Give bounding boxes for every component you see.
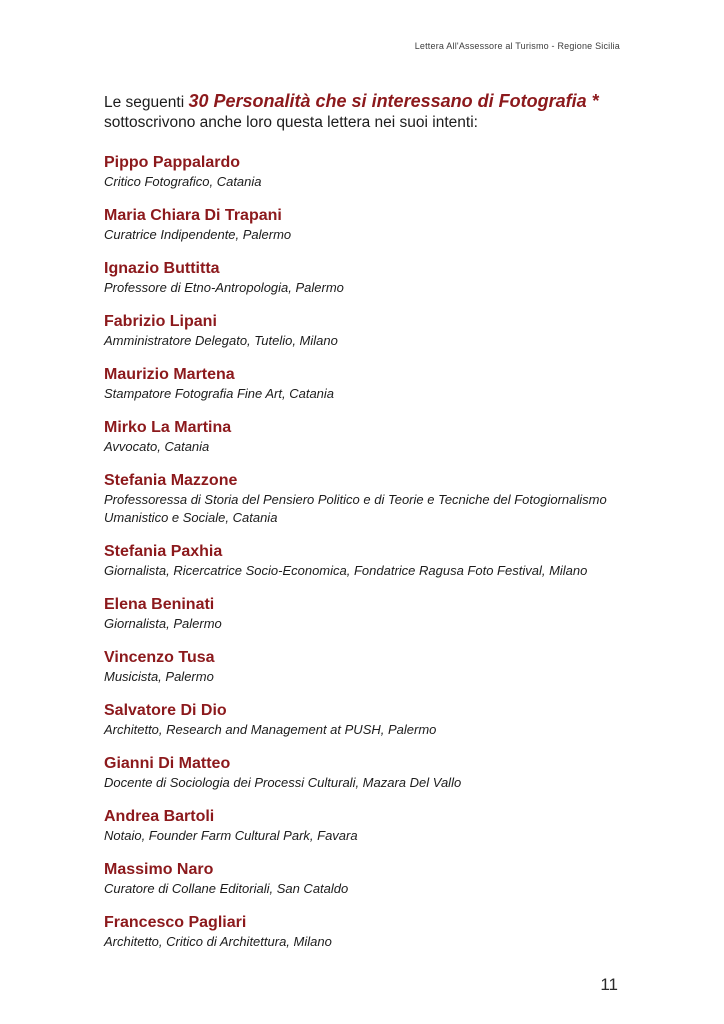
signatory-name: Stefania Mazzone xyxy=(104,472,238,489)
list-item xyxy=(104,860,622,898)
signatory-name: Pippo Pappalardo xyxy=(104,154,241,171)
list-item xyxy=(104,153,622,191)
signatory-role: Musicista, Palermo xyxy=(104,669,214,684)
signatory-name: Elena Beninati xyxy=(104,596,215,613)
list-item xyxy=(104,807,622,845)
page-content xyxy=(104,91,622,966)
signatory-role: Stampatore Fotografia Fine Art, Catania xyxy=(104,386,335,401)
list-item xyxy=(104,312,622,350)
signatory-name: Gianni Di Matteo xyxy=(104,755,231,772)
signatory-name: Vincenzo Tusa xyxy=(104,649,215,666)
list-item xyxy=(104,542,622,580)
signatory-role: Architetto, Critico di Architettura, Milano xyxy=(104,934,332,949)
signatory-role: Amministratore Delegato, Tutelio, Milano xyxy=(104,333,338,348)
signatory-name: Mirko La Martina xyxy=(104,419,232,436)
intro-paragraph xyxy=(104,91,622,133)
running-header: Lettera All'Assessore al Turismo - Regione Sicilia xyxy=(414,41,620,51)
list-item xyxy=(104,418,622,456)
signatory-name: Ignazio Buttitta xyxy=(104,260,220,277)
list-item xyxy=(104,259,622,297)
list-item xyxy=(104,595,622,633)
signatory-name: Francesco Pagliari xyxy=(104,914,247,931)
page-number: 11 xyxy=(600,975,618,994)
signatory-name: Fabrizio Lipani xyxy=(104,313,217,330)
signatory-name: Maria Chiara Di Trapani xyxy=(104,207,282,224)
signatory-role: Critico Fotografico, Catania xyxy=(104,174,262,189)
signatory-name: Stefania Paxhia xyxy=(104,543,223,560)
signatory-role: Curatrice Indipendente, Palermo xyxy=(104,227,292,242)
signatory-role: Docente di Sociologia dei Processi Culturali, Mazara Del Vallo xyxy=(104,775,462,790)
signatory-name: Salvatore Di Dio xyxy=(104,702,227,719)
signatory-name: Andrea Bartoli xyxy=(104,808,215,825)
list-item xyxy=(104,206,622,244)
list-item xyxy=(104,648,622,686)
intro-highlight: 30 Personalità che si interessano di Fotografia * xyxy=(188,91,599,111)
signatories-list xyxy=(104,153,622,951)
signatory-role: Professoressa di Storia del Pensiero Politico e di Teorie e Tecniche del Fotogiornalismo Umanistico e Sociale, Catania xyxy=(104,492,607,525)
list-item xyxy=(104,471,622,527)
list-item xyxy=(104,701,622,739)
intro-lead: Le seguenti xyxy=(104,94,185,111)
intro-continuation: sottoscrivono anche loro questa lettera nei suoi intenti: xyxy=(104,114,478,131)
list-item xyxy=(104,913,622,951)
signatory-role: Notaio, Founder Farm Cultural Park, Favara xyxy=(104,828,358,843)
list-item xyxy=(104,754,622,792)
signatory-name: Massimo Naro xyxy=(104,861,214,878)
signatory-role: Avvocato, Catania xyxy=(104,439,210,454)
signatory-role: Curatore di Collane Editoriali, San Cataldo xyxy=(104,881,349,896)
signatory-role: Architetto, Research and Management at PUSH, Palermo xyxy=(104,722,437,737)
signatory-role: Giornalista, Palermo xyxy=(104,616,222,631)
signatory-name: Maurizio Martena xyxy=(104,366,235,383)
signatory-role: Giornalista, Ricercatrice Socio-Economica, Fondatrice Ragusa Foto Festival, Milano xyxy=(104,563,588,578)
list-item xyxy=(104,365,622,403)
signatory-role: Professore di Etno-Antropologia, Palermo xyxy=(104,280,344,295)
